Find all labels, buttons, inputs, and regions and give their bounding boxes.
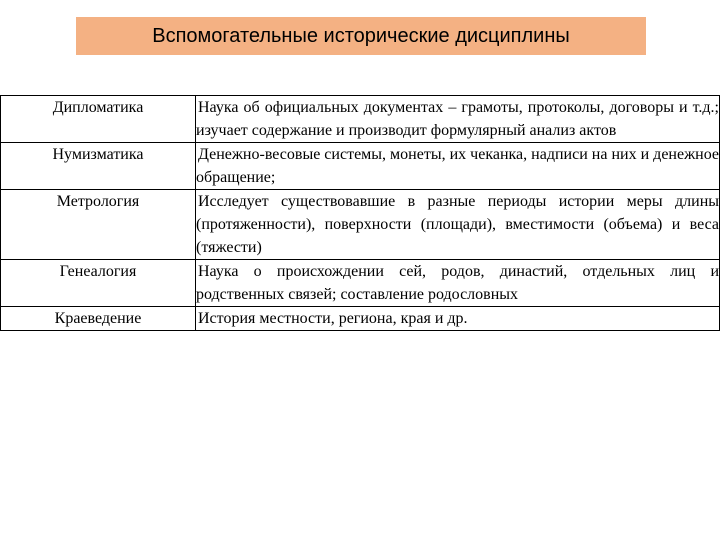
page-title: Вспомогательные исторические дисциплины <box>152 24 570 47</box>
discipline-description: Исследует существовавшие в разные периоды истории меры длины (протяженности), поверхности (площади), вместимости (объема) и веса (тяжести) <box>196 190 720 260</box>
discipline-description: Денежно-весовые системы, монеты, их чеканка, надписи на них и денежное обращение; <box>196 143 720 190</box>
discipline-description: История местности, региона, края и др. <box>196 307 720 331</box>
table-row <box>1 143 720 190</box>
discipline-name: Дипломатика <box>1 96 196 143</box>
discipline-description: Наука об официальных документах – грамоты, протоколы, договоры и т.д.; изучает содержание и производит формулярный анализ актов <box>196 96 720 143</box>
table-row <box>1 260 720 307</box>
disciplines-table <box>0 95 720 331</box>
discipline-name: Краеведение <box>1 307 196 331</box>
discipline-name: Генеалогия <box>1 260 196 307</box>
title-banner <box>76 17 646 55</box>
table-row <box>1 96 720 143</box>
discipline-description: Наука о происхождении сей, родов, династий, отдельных лиц и родственных связей; составление родословных <box>196 260 720 307</box>
table-row <box>1 307 720 331</box>
discipline-name: Метрология <box>1 190 196 260</box>
discipline-name: Нумизматика <box>1 143 196 190</box>
table-row <box>1 190 720 260</box>
